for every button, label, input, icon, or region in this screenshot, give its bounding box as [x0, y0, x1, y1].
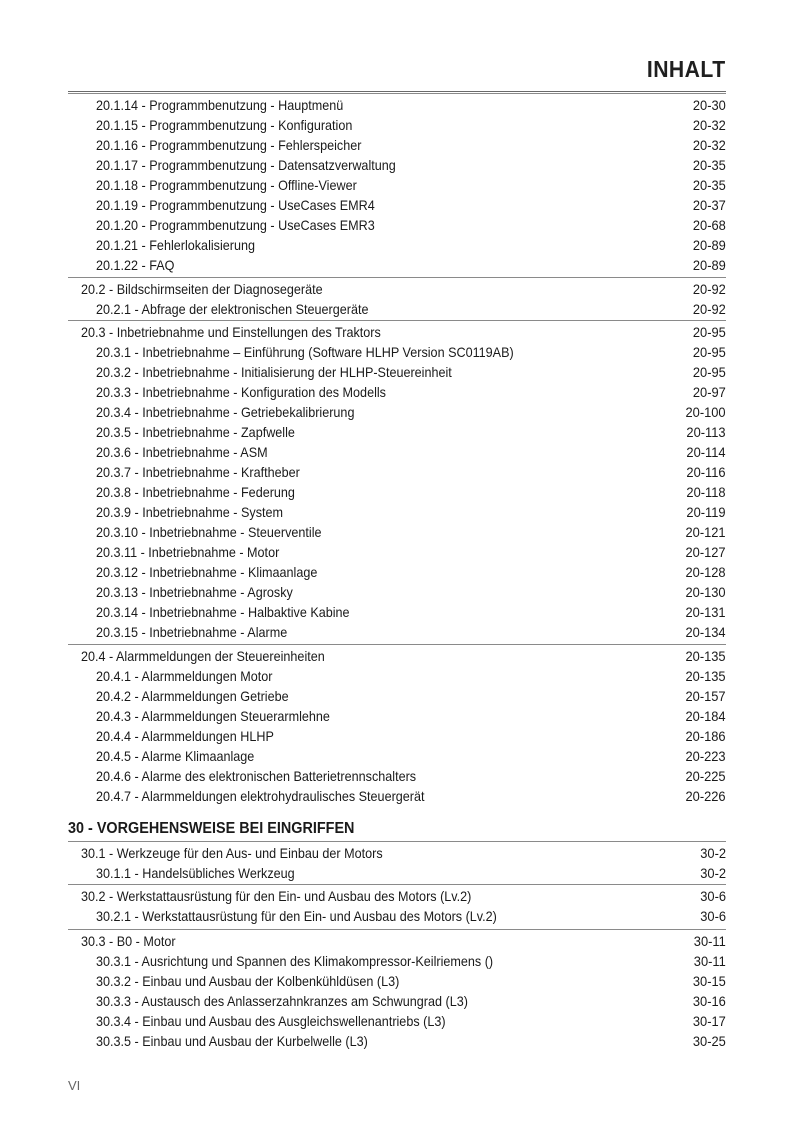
toc-entry[interactable] — [0, 646, 794, 666]
toc-entry[interactable] — [0, 235, 794, 255]
toc-entry-page: 20-35 — [693, 157, 726, 173]
toc-entry-label: 30.3.3 - Austausch des Anlasserzahnkranzes am Schwungrad (L3) — [96, 993, 468, 1009]
toc-entry-label: 20.3.5 - Inbetriebnahme - Zapfwelle — [96, 424, 295, 440]
toc-entry[interactable] — [0, 279, 794, 299]
toc-entry-label: 20.4.7 - Alarmmeldungen elektrohydraulisches Steuergerät — [96, 788, 425, 804]
toc-entry-label: 20.4.2 - Alarmmeldungen Getriebe — [96, 688, 289, 704]
toc-entry-label: 20.3.8 - Inbetriebnahme - Federung — [96, 484, 295, 500]
toc-entry[interactable] — [0, 582, 794, 602]
toc-entry-label: 20.4.4 - Alarmmeldungen HLHP — [96, 728, 274, 744]
toc-entry[interactable] — [0, 195, 794, 215]
toc-entry[interactable] — [0, 746, 794, 766]
toc-entry-label: 20.3.4 - Inbetriebnahme - Getriebekalibrierung — [96, 404, 355, 420]
toc-entry-page: 20-37 — [693, 197, 726, 213]
toc-entry[interactable] — [0, 666, 794, 686]
toc-entry[interactable] — [0, 155, 794, 175]
toc-entry-label: 20.4 - Alarmmeldungen der Steuereinheiten — [81, 648, 325, 664]
toc-entry-label: 20.3.1 - Inbetriebnahme – Einführung (Software HLHP Version SC0119AB) — [96, 344, 514, 360]
toc-entry-page: 20-127 — [685, 544, 726, 560]
toc-entry[interactable] — [0, 886, 794, 906]
toc-entry[interactable] — [0, 906, 794, 926]
toc-entry-page: 20-100 — [685, 404, 726, 420]
toc-entry[interactable] — [0, 502, 794, 522]
toc-entry[interactable] — [0, 362, 794, 382]
toc-entry-label: 20.1.16 - Programmbenutzung - Fehlerspeicher — [96, 137, 362, 153]
toc-entry[interactable] — [0, 299, 794, 319]
toc-entry-page: 30-25 — [693, 1033, 726, 1049]
toc-entry-page: 20-184 — [685, 708, 726, 724]
toc-entry-label: 30.2 - Werkstattausrüstung für den Ein- und Ausbau des Motors (Lv.2) — [81, 888, 472, 904]
toc-entry[interactable] — [0, 542, 794, 562]
toc-entry-label: 20.1.14 - Programmbenutzung - Hauptmenü — [96, 97, 344, 113]
toc-entry-label: 20.3.6 - Inbetriebnahme - ASM — [96, 444, 268, 460]
toc-entry-label: 30.3 - B0 - Motor — [81, 933, 176, 949]
page-number: VI — [68, 1078, 81, 1093]
section-divider — [68, 644, 726, 645]
toc-entry-page: 20-116 — [686, 464, 726, 480]
toc-entry[interactable] — [0, 422, 794, 442]
toc-entry-page: 20-186 — [685, 728, 726, 744]
section-divider — [68, 841, 726, 842]
toc-entry-label: 20.1.18 - Programmbenutzung - Offline-Viewer — [96, 177, 357, 193]
toc-entry[interactable] — [0, 686, 794, 706]
toc-entry-label: 30.3.1 - Ausrichtung und Spannen des Klimakompressor-Keilriemens () — [96, 953, 494, 969]
toc-entry[interactable] — [0, 95, 794, 115]
toc-entry-page: 20-128 — [685, 564, 726, 580]
toc-entry-label: 20.1.15 - Programmbenutzung - Konfiguration — [96, 117, 353, 133]
toc-entry[interactable] — [0, 382, 794, 402]
toc-entry-label: 20.3.3 - Inbetriebnahme - Konfiguration des Modells — [96, 384, 386, 400]
toc-entry[interactable] — [0, 135, 794, 155]
toc-entry[interactable] — [0, 602, 794, 622]
toc-entry-page: 20-95 — [693, 364, 726, 380]
toc-entry-page: 20-131 — [685, 604, 726, 620]
toc-entry-page: 30-6 — [700, 888, 726, 904]
toc-entry-label: 30.2.1 - Werkstattausrüstung für den Ein- und Ausbau des Motors (Lv.2) — [96, 908, 497, 924]
toc-entry[interactable] — [0, 175, 794, 195]
toc-entry-label: 20.1.22 - FAQ — [96, 257, 175, 273]
toc-entry-page: 30-16 — [693, 993, 726, 1009]
toc-entry[interactable] — [0, 342, 794, 362]
toc-entry-label: 30.3.2 - Einbau und Ausbau der Kolbenkühldüsen (L3) — [96, 973, 400, 989]
toc-entry-label: 20.3 - Inbetriebnahme und Einstellungen des Traktors — [81, 324, 381, 340]
toc-entry[interactable] — [0, 522, 794, 542]
toc-entry-label: 20.1.20 - Programmbenutzung - UseCases EMR3 — [96, 217, 375, 233]
toc-entry[interactable] — [0, 482, 794, 502]
toc-entry-label: 20.2.1 - Abfrage der elektronischen Steuergeräte — [96, 301, 369, 317]
toc-entry[interactable] — [0, 766, 794, 786]
toc-entry[interactable] — [0, 706, 794, 726]
toc-entry-label: 20.3.15 - Inbetriebnahme - Alarme — [96, 624, 288, 640]
section-divider — [68, 320, 726, 321]
toc-entry-label: 20.4.6 - Alarme des elektronischen Batterietrennschalters — [96, 768, 417, 784]
toc-entry-label: 20.3.14 - Inbetriebnahme - Halbaktive Kabine — [96, 604, 350, 620]
toc-entry-label: 20.3.2 - Inbetriebnahme - Initialisierung der HLHP-Steuereinheit — [96, 364, 452, 380]
toc-entry[interactable] — [0, 442, 794, 462]
toc-entry-label: 20.3.11 - Inbetriebnahme - Motor — [96, 544, 280, 560]
toc-entry-page: 20-226 — [685, 788, 726, 804]
toc-entry-page: 30-11 — [694, 953, 726, 969]
toc-entry-label: 20.1.21 - Fehlerlokalisierung — [96, 237, 255, 253]
section-divider — [68, 929, 726, 930]
toc-entry-page: 20-95 — [693, 344, 726, 360]
toc-entry[interactable] — [0, 843, 794, 863]
toc-entry[interactable] — [0, 863, 794, 883]
toc-entry-page: 20-114 — [686, 444, 726, 460]
section-divider — [68, 277, 726, 278]
toc-entry-page: 20-113 — [686, 424, 726, 440]
toc-entry[interactable] — [0, 726, 794, 746]
toc-entry[interactable] — [0, 1011, 794, 1031]
toc-entry-page: 20-118 — [686, 484, 726, 500]
toc-entry-page: 20-135 — [685, 648, 726, 664]
toc-entry[interactable] — [0, 402, 794, 422]
toc-entry[interactable] — [0, 215, 794, 235]
toc-entry-label: 20.1.17 - Programmbenutzung - Datensatzverwaltung — [96, 157, 396, 173]
toc-entry-page: 20-92 — [693, 301, 726, 317]
toc-entry-page: 20-134 — [685, 624, 726, 640]
toc-entry-page: 20-97 — [693, 384, 726, 400]
toc-entry-page: 20-223 — [685, 748, 726, 764]
toc-entry-page: 20-32 — [693, 117, 726, 133]
toc-entry[interactable] — [0, 971, 794, 991]
toc-entry[interactable] — [0, 622, 794, 642]
toc-entry-label: 20.2 - Bildschirmseiten der Diagnosegeräte — [81, 281, 323, 297]
toc-entry[interactable] — [0, 562, 794, 582]
toc-entry-label: 20.3.9 - Inbetriebnahme - System — [96, 504, 284, 520]
toc-entry-label: 20.1.19 - Programmbenutzung - UseCases EMR4 — [96, 197, 375, 213]
toc-entry-page: 20-130 — [685, 584, 726, 600]
toc-entry-label: 20.3.12 - Inbetriebnahme - Klimaanlage — [96, 564, 318, 580]
toc-entry-page: 20-30 — [693, 97, 726, 113]
toc-entry-page: 30-6 — [700, 908, 726, 924]
header-divider — [68, 91, 726, 92]
toc-entry[interactable] — [0, 115, 794, 135]
toc-entry-page: 30-15 — [693, 973, 726, 989]
toc-entry-page: 20-121 — [685, 524, 726, 540]
toc-entry-page: 20-95 — [693, 324, 726, 340]
section-divider — [68, 93, 726, 94]
toc-entry-label: 30.1 - Werkzeuge für den Aus- und Einbau der Motors — [81, 845, 383, 861]
toc-entry[interactable] — [0, 786, 794, 806]
toc-entry[interactable] — [0, 1031, 794, 1051]
toc-entry-label: 20.4.5 - Alarme Klimaanlage — [96, 748, 255, 764]
toc-entry-page: 20-89 — [693, 237, 726, 253]
toc-entry-label: 20.4.3 - Alarmmeldungen Steuerarmlehne — [96, 708, 330, 724]
toc-entry-page: 30-2 — [700, 865, 726, 881]
toc-entry[interactable] — [0, 931, 794, 951]
section-divider — [68, 884, 726, 885]
toc-entry-page: 20-68 — [693, 217, 726, 233]
toc-entry-label: 30.3.5 - Einbau und Ausbau der Kurbelwelle (L3) — [96, 1033, 368, 1049]
toc-entry[interactable] — [0, 951, 794, 971]
toc-entry-page: 30-2 — [700, 845, 726, 861]
toc-entry-page: 20-119 — [686, 504, 726, 520]
toc-entry-label: 20.3.10 - Inbetriebnahme - Steuerventile — [96, 524, 322, 540]
page-title: INHALT — [647, 56, 726, 82]
toc-entry-page: 20-32 — [693, 137, 726, 153]
toc-entry[interactable] — [0, 255, 794, 275]
toc-entry-label: 20.4.1 - Alarmmeldungen Motor — [96, 668, 273, 684]
toc-entry-label: 20.3.13 - Inbetriebnahme - Agrosky — [96, 584, 293, 600]
toc-entry-page: 20-92 — [693, 281, 726, 297]
toc-entry-label: 30.1.1 - Handelsübliches Werkzeug — [96, 865, 295, 881]
chapter-heading: 30 - VORGEHENSWEISE BEI EINGRIFFEN — [68, 820, 355, 837]
toc-entry-page: 20-35 — [693, 177, 726, 193]
toc-entry-page: 20-157 — [685, 688, 726, 704]
toc-entry[interactable] — [0, 991, 794, 1011]
toc-entry[interactable] — [0, 322, 794, 342]
toc-entry-page: 30-17 — [693, 1013, 726, 1029]
toc-entry-page: 30-11 — [694, 933, 726, 949]
toc-entry-page: 20-89 — [693, 257, 726, 273]
toc-entry[interactable] — [0, 462, 794, 482]
toc-entry-label: 20.3.7 - Inbetriebnahme - Kraftheber — [96, 464, 300, 480]
toc-entry-label: 30.3.4 - Einbau und Ausbau des Ausgleichswellenantriebs (L3) — [96, 1013, 446, 1029]
toc-entry-page: 20-135 — [685, 668, 726, 684]
toc-entry-page: 20-225 — [685, 768, 726, 784]
